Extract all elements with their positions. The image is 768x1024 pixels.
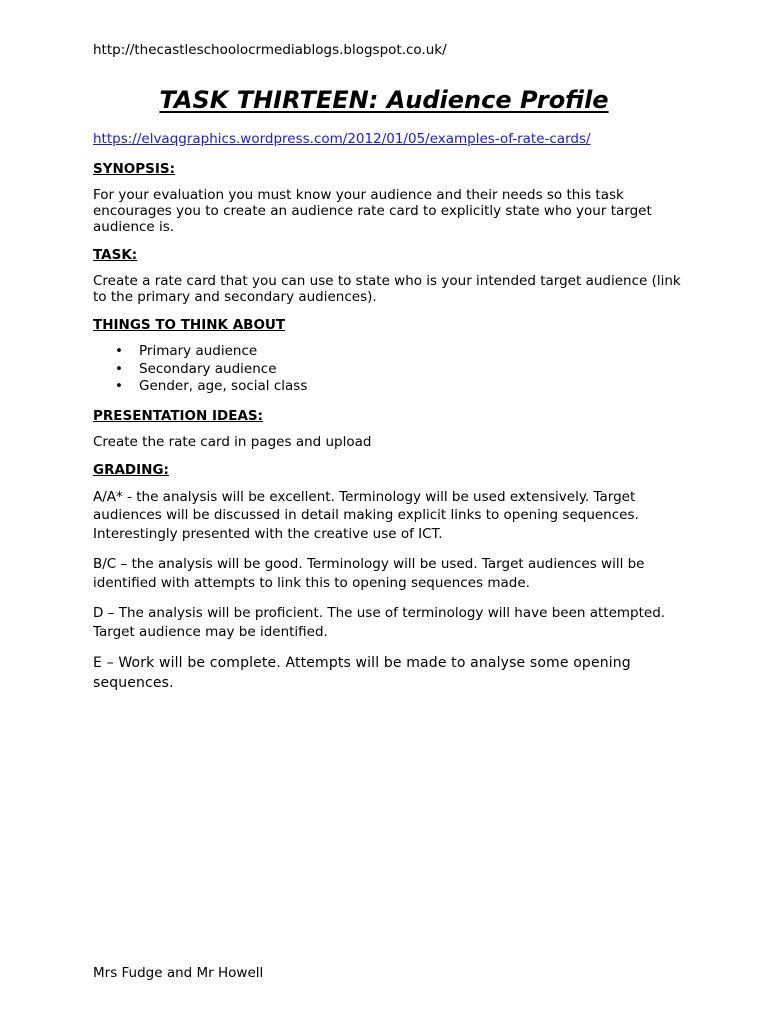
task-heading: TASK: [93,247,138,263]
things-to-think-about-heading: THINGS TO THINK ABOUT [93,317,286,333]
grade-b-c: B/C – the analysis will be good. Terminology will be used. Target audiences will be identified with attempts to link this to opening sequences made. [93,556,645,591]
list-item: • Primary audience [93,343,683,361]
footer-authors: Mrs Fudge and Mr Howell [93,965,264,981]
header-url: http://thecastleschoolocrmediablogs.blogspot.co.uk/ [93,42,447,58]
presentation-ideas-text: Create the rate card in pages and upload [93,433,372,450]
synopsis-heading: SYNOPSIS: [93,161,176,177]
things-to-think-about-list [93,343,683,396]
task-text: Create a rate card that you can use to state who is your intended target audience (link to the primary and secondary audiences). [93,273,681,305]
grade-a: A/A* - the analysis will be excellent. Terminology will be used extensively. Target audiences will be discussed in detail making explicit links to opening sequences. Interestingly presented with the creative use of ICT. [93,488,639,542]
grade-d: D – The analysis will be proficient. The use of terminology will have been attempted. Target audience may be identified. [93,605,666,640]
synopsis-text: For your evaluation you must know your audience and their needs so this task encourages you to create an audience rate card to explicitly state who your target audience is. [93,187,652,235]
presentation-ideas-heading: PRESENTATION IDEAS: [93,407,264,424]
presentation-ideas-section [93,408,683,450]
document-body [93,131,683,705]
grading-heading: GRADING: [93,461,169,478]
grading-section [93,462,683,694]
task-section [93,247,683,305]
grade-e: E – Work will be complete. Attempts will be made to analyse some opening sequences. [93,655,631,691]
things-to-think-about-section [93,317,683,396]
list-item: • Secondary audience [93,361,683,379]
reference-link[interactable]: https://elvaqgraphics.wordpress.com/2012/01/05/examples-of-rate-cards/ [93,131,591,147]
list-item: • Gender, age, social class [93,378,683,396]
document-title: TASK THIRTEEN: Audience Profile [159,86,609,114]
synopsis-section [93,161,683,235]
